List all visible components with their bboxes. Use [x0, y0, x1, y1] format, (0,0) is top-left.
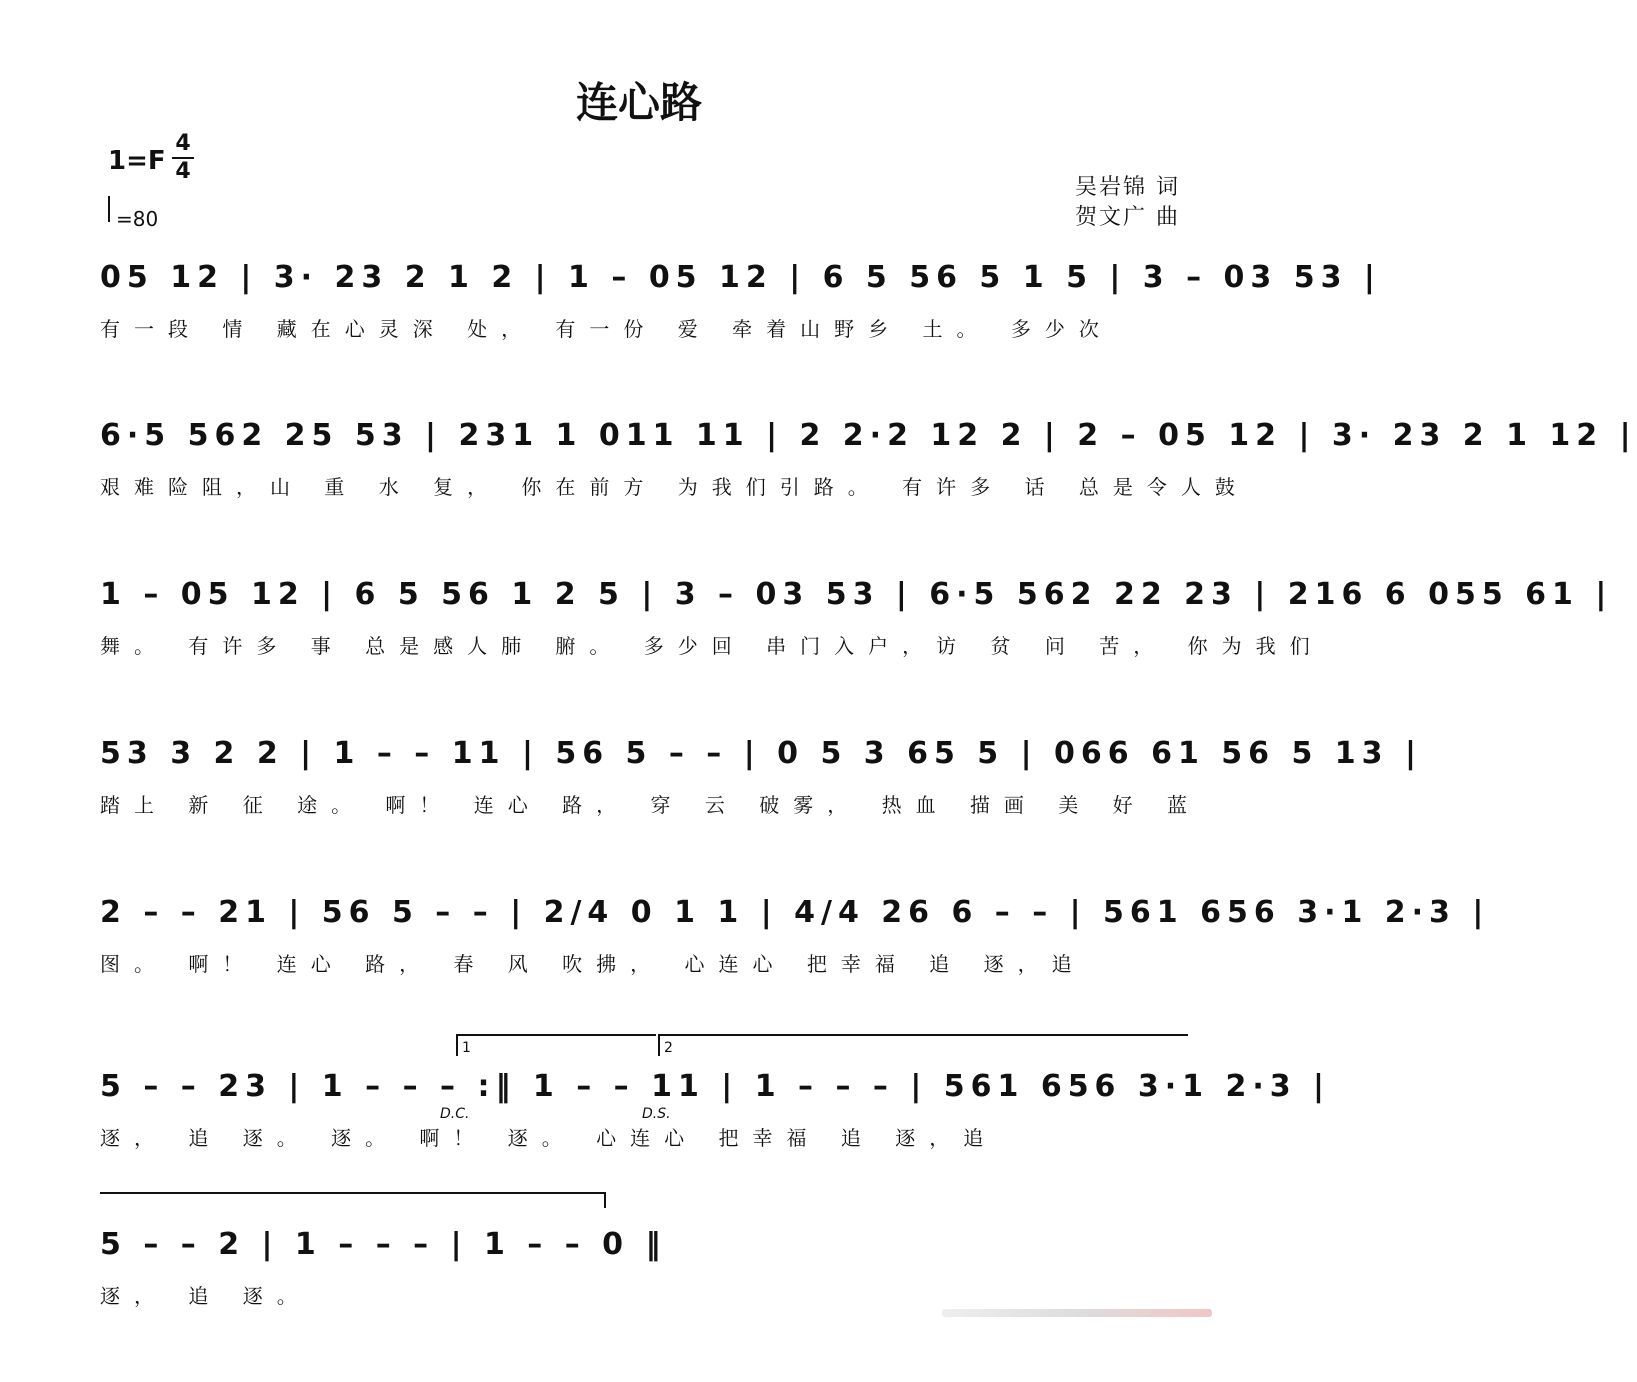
tempo-value: =80	[116, 207, 159, 231]
score-line-7	[100, 1222, 667, 1382]
notation-line-7: 5 – – 2 | 1 – – – | 1 – – 0 ‖	[100, 1227, 667, 1262]
lyrics-line-4: 踏上 新 征 途。 啊！ 连心 路， 穿 云 破雾， 热血 描画 美 好 蓝	[100, 793, 1202, 817]
time-signature-top: 4	[175, 131, 191, 156]
score-line-4	[100, 731, 1422, 891]
quarter-note-icon	[108, 196, 110, 222]
notation-line-6: 5 – – 23 | 1 – – – :‖ 1 – – 11 | 1 – – – | 561 656 3·1 2·3 |	[100, 1069, 1331, 1104]
lyrics-line-3: 舞。 有许多 事 总是感人肺 腑。 多少回 串门入户，访 贫 问 苦， 你为我们	[100, 634, 1324, 658]
volta-1-bracket	[456, 1034, 656, 1056]
key-signature: 1=F	[108, 146, 166, 176]
score-line-5	[100, 890, 1490, 1050]
lyrics-line-7: 逐， 追 逐。	[100, 1284, 311, 1308]
composer-credit: 贺文广 曲	[1075, 205, 1180, 230]
tempo-marking	[108, 200, 158, 231]
song-title: 连心路	[575, 78, 702, 127]
ds-marking: D.S.	[642, 1106, 671, 1122]
score-line-2	[100, 413, 1637, 573]
dc-marking: D.C.	[440, 1106, 470, 1122]
score-line-1	[100, 255, 1381, 415]
lyrics-line-5: 图。 啊！ 连心 路， 春 风 吹拂， 心连心 把幸福 追 逐，追	[100, 952, 1086, 976]
notation-line-5: 2 – – 21 | 56 5 – – | 2/4 0 1 1 | 4/4 26 6 – – | 561 656 3·1 2·3 |	[100, 895, 1490, 930]
notation-line-4: 53 3 2 2 | 1 – – 11 | 56 5 – – | 0 5 3 65 5 | 066 61 56 5 13 |	[100, 736, 1422, 771]
lyrics-line-1: 有一段 情 藏在心灵深 处， 有一份 爱 牵着山野乡 土。 多少次	[100, 317, 1113, 341]
lyricist-credit: 吴岩锦 词	[1075, 175, 1180, 200]
volta-1-label: 1	[462, 1040, 471, 1056]
time-signature	[172, 132, 194, 184]
volta-2-bracket	[658, 1034, 1188, 1056]
volta-2-label: 2	[664, 1040, 673, 1056]
final-bracket	[100, 1192, 606, 1208]
time-signature-bottom: 4	[175, 159, 191, 184]
notation-line-3: 1 – 05 12 | 6 5 56 1 2 5 | 3 – 03 53 | 6·5 562 22 23 | 216 6 055 61 |	[100, 577, 1613, 612]
score-line-3	[100, 572, 1613, 732]
watermark-strip	[942, 1309, 1212, 1317]
lyrics-line-2: 艰难险阻，山 重 水 复， 你在前方 为我们引路。 有许多 话 总是令人鼓	[100, 475, 1249, 499]
notation-line-1: 05 12 | 3· 23 2 1 2 | 1 – 05 12 | 6 5 56 5 1 5 | 3 – 03 53 |	[100, 260, 1381, 295]
notation-line-2: 6·5 562 25 53 | 231 1 011 11 | 2 2·2 12 2 | 2 – 05 12 | 3· 23 2 1 12 |	[100, 418, 1637, 453]
lyrics-line-6: 逐， 追 逐。 逐。 啊！ 逐。 心连心 把幸福 追 逐，追	[100, 1126, 998, 1150]
